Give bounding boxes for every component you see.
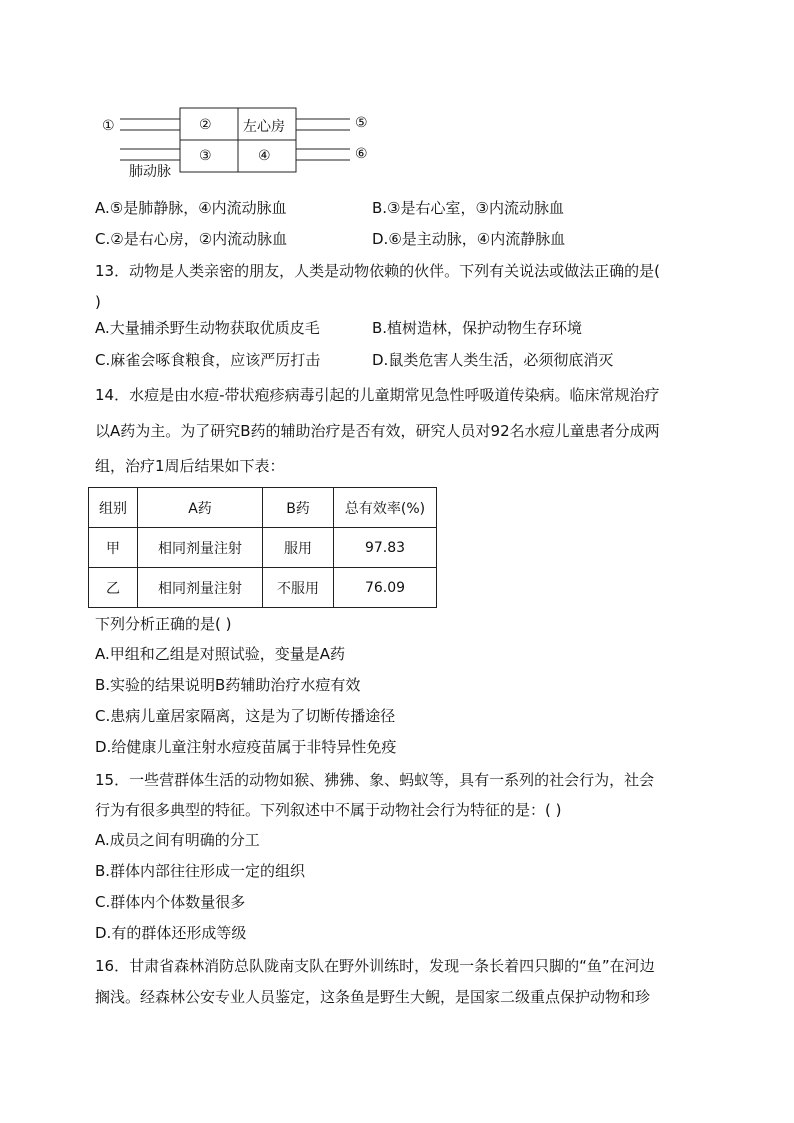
table-cell: 相同剂量注射 <box>138 528 263 568</box>
q12-option-d: D.⑥是主动脉，④内流静脉血 <box>372 230 566 248</box>
q13-option-a: A.大量捕杀野生动物获取优质皮毛 <box>95 319 320 337</box>
q13-stem: 13．动物是人类亲密的朋友，人类是动物依赖的伙伴。下列有关说法或做法正确的是( <box>95 262 660 280</box>
table-cell: 相同剂量注射 <box>138 568 263 608</box>
q14-option-d: D.给健康儿童注射水痘疫苗属于非特异性免疫 <box>95 738 397 756</box>
table-cell: 甲 <box>89 528 138 568</box>
label-5: ⑤ <box>355 115 368 131</box>
heart-diagram <box>95 105 385 185</box>
table-row <box>89 568 437 608</box>
q16-stem-line1: 16．甘肃省森林消防总队陇南支队在野外训练时，发现一条长着四只脚的“鱼”在河边 <box>95 957 655 975</box>
table-cell: 97.83 <box>334 528 437 568</box>
table-header-cell: 总有效率(%) <box>334 488 437 528</box>
table-cell: 乙 <box>89 568 138 608</box>
label-6: ⑥ <box>355 146 368 162</box>
q14-prompt: 下列分析正确的是( ) <box>95 615 232 633</box>
q12-option-a: A.⑤是肺静脉，④内流动脉血 <box>95 199 287 217</box>
table-cell: 服用 <box>263 528 334 568</box>
q14-stem-line3: 组，治疗1周后结果如下表： <box>95 457 285 475</box>
q13-option-c: C.麻雀会啄食粮食，应该严厉打击 <box>95 351 321 369</box>
q12-option-c: C.②是右心房，②内流动脉血 <box>95 230 288 248</box>
q14-option-c: C.患病儿童居家隔离，这是为了切断传播途径 <box>95 707 396 725</box>
table-row <box>89 528 437 568</box>
label-left-atrium: 左心房 <box>243 119 285 135</box>
q14-stem-line1: 14．水痘是由水痘-带状疱疹病毒引起的儿童期常见急性呼吸道传染病。临床常规治疗 <box>95 386 660 404</box>
q14-option-b: B.实验的结果说明B药辅助治疗水痘有效 <box>95 676 361 694</box>
label-4: ④ <box>258 148 271 164</box>
q15-option-d: D.有的群体还形成等级 <box>95 924 247 942</box>
label-pulmonary-artery: 肺动脉 <box>129 164 171 180</box>
q13-option-b: B.植树造林，保护动物生存环境 <box>372 319 583 337</box>
label-1: ① <box>102 118 115 134</box>
q12-option-b: B.③是右心室，③内流动脉血 <box>372 199 564 217</box>
q15-option-b: B.群体内部往往形成一定的组织 <box>95 862 306 880</box>
table-cell: 76.09 <box>334 568 437 608</box>
results-table <box>88 487 437 608</box>
q15-option-c: C.群体内个体数量很多 <box>95 893 246 911</box>
table-header-cell: B药 <box>263 488 334 528</box>
table-cell: 不服用 <box>263 568 334 608</box>
table-header-cell: A药 <box>138 488 263 528</box>
q15-stem-line1: 15．一些营群体生活的动物如猴、狒狒、象、蚂蚁等，具有一系列的社会行为，社会 <box>95 771 655 789</box>
q16-stem-line2: 搁浅。经森林公安专业人员鉴定，这条鱼是野生大鲵，是国家二级重点保护动物和珍 <box>95 988 651 1006</box>
q13-stem-end: ) <box>95 293 101 311</box>
q14-stem-line2: 以A药为主。为了研究B药的辅助治疗是否有效，研究人员对92名水痘儿童患者分成两 <box>95 422 660 440</box>
q15-stem-line2: 行为有很多典型的特征。下列叙述中不属于动物社会行为特征的是：( ) <box>95 801 562 819</box>
table-header-cell: 组别 <box>89 488 138 528</box>
q13-option-d: D.鼠类危害人类生活，必须彻底消灭 <box>372 351 614 369</box>
q14-option-a: A.甲组和乙组是对照试验，变量是A药 <box>95 645 346 663</box>
q15-option-a: A.成员之间有明确的分工 <box>95 831 260 849</box>
label-3: ③ <box>199 148 212 164</box>
label-2: ② <box>199 117 212 133</box>
table-header-row <box>89 488 437 528</box>
